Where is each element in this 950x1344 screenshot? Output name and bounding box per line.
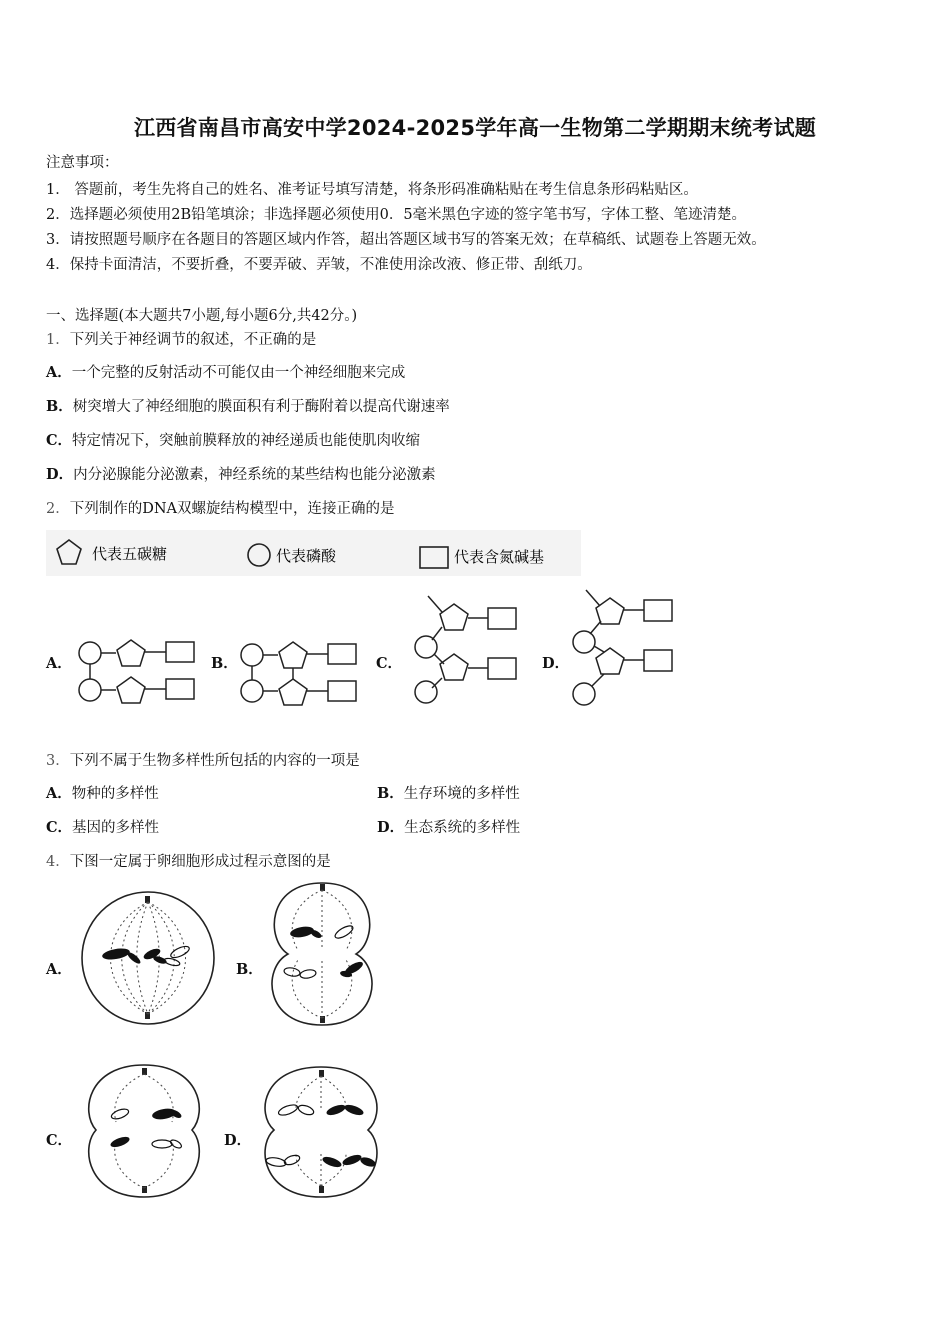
question-1-stem	[46, 328, 316, 349]
question-2-stem	[46, 497, 395, 518]
question-4-stem	[46, 850, 331, 871]
question-number: 4．	[46, 854, 70, 870]
q4-option-c-label[interactable]: C．	[46, 1132, 73, 1149]
option-label: C．	[46, 432, 73, 449]
cell-diagram-d[interactable]	[256, 1064, 386, 1200]
option-label: D．	[377, 819, 405, 836]
question-number: 3．	[46, 753, 70, 769]
legend-sugar: 代表五碳糖	[92, 545, 168, 563]
notice-heading: 注意事项：	[46, 155, 119, 171]
cell-diagram-a[interactable]	[78, 888, 218, 1028]
legend-base: 代表含氮碱基	[454, 548, 545, 566]
cell-diagram-b[interactable]	[258, 880, 386, 1028]
notice-item: 3．请按照题号顺序在各题目的答题区域内作答，超出答题区域书写的答案无效；在草稿纸、试题卷上答题无效。	[46, 232, 766, 248]
option-label: B．	[46, 398, 73, 415]
option-text: 物种的多样性	[71, 786, 159, 802]
question-text: 下列关于神经调节的叙述，不正确的是	[69, 332, 317, 348]
question-3-stem	[46, 749, 360, 770]
legend-phosphate: 代表磷酸	[276, 547, 337, 565]
page-title: 江西省南昌市高安中学2024-2025学年高一生物第二学期期末统考试题	[133, 116, 817, 140]
notice-item: 1． 答题前，考生先将自己的姓名、准考证号填写清楚，将条形码准确粘贴在考生信息条形码粘贴区。	[46, 182, 698, 198]
option-label: C．	[46, 819, 73, 836]
option-label: A．	[46, 785, 72, 802]
dna-model-d[interactable]	[566, 586, 680, 712]
q2-option-b-label[interactable]: B．	[211, 655, 238, 672]
q1-option-d[interactable]	[46, 463, 436, 484]
dna-model-b[interactable]	[238, 635, 362, 710]
question-text: 下图一定属于卵细胞形成过程示意图的是	[69, 854, 331, 870]
q1-option-c[interactable]	[46, 429, 420, 450]
question-text: 下列不属于生物多样性所包括的内容的一项是	[69, 753, 360, 769]
option-text: 特定情况下，突触前膜释放的神经递质也能使肌肉收缩	[72, 433, 421, 449]
q4-option-d-label[interactable]: D．	[224, 1132, 252, 1149]
q2-option-a-label[interactable]: A．	[46, 655, 72, 672]
question-number: 1．	[46, 332, 70, 348]
question-number: 2．	[46, 501, 70, 517]
q1-option-a[interactable]	[46, 361, 405, 382]
question-text: 下列制作的DNA双螺旋结构模型中，连接正确的是	[69, 501, 395, 517]
option-text: 基因的多样性	[72, 820, 160, 836]
option-text: 树突增大了神经细胞的膜面积有利于酶附着以提高代谢速率	[72, 399, 450, 415]
option-text: 生态系统的多样性	[404, 820, 521, 836]
dna-model-c[interactable]	[408, 592, 524, 712]
cell-diagram-c[interactable]	[80, 1062, 208, 1200]
q2-option-c-label[interactable]: C．	[376, 655, 403, 672]
q4-option-a-label[interactable]: A．	[46, 961, 72, 978]
option-label: A．	[46, 364, 72, 381]
option-text: 生存环境的多样性	[403, 786, 520, 802]
q1-option-b[interactable]	[46, 395, 450, 416]
option-text: 内分泌腺能分泌激素，神经系统的某些结构也能分泌激素	[73, 467, 436, 483]
option-label: D．	[46, 466, 74, 483]
dna-model-a[interactable]	[76, 635, 198, 710]
notice-item: 4．保持卡面清洁，不要折叠，不要弄破、弄皱，不准使用涂改液、修正带、刮纸刀。	[46, 257, 592, 273]
option-text: 一个完整的反射活动不可能仅由一个神经细胞来完成	[71, 365, 406, 381]
option-label: B．	[377, 785, 404, 802]
q3-option-d[interactable]	[377, 816, 520, 837]
q2-option-d-label[interactable]: D．	[542, 655, 570, 672]
section-heading: 一、选择题(本大题共7小题,每小题6分,共42分。)	[46, 308, 358, 324]
q3-option-a[interactable]	[46, 782, 159, 803]
q3-option-c[interactable]	[46, 816, 159, 837]
notice-item: 2．选择题必须使用2B铅笔填涂；非选择题必须使用0．5毫米黑色字迹的签字笔书写，字体工整、笔迹清楚。	[46, 207, 747, 223]
q4-option-b-label[interactable]: B．	[236, 961, 263, 978]
dna-legend	[46, 530, 581, 576]
q3-option-b[interactable]	[377, 782, 520, 803]
